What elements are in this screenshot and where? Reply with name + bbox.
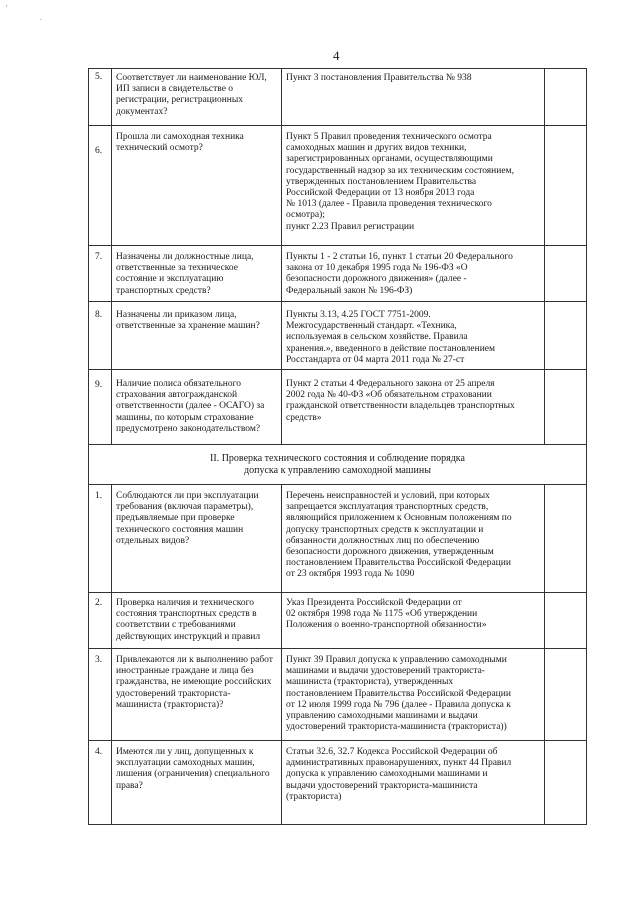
table-row — [88, 126, 587, 246]
row-note-cell — [545, 126, 588, 245]
row-basis: Пункт 5 Правил проведения технического осмотра самоходных машин и других видов техники, зарегистрированных органами, осуществляющими государственный надзор за их техническим состоянием, утвержденных постановлением Правительства Российской Федерации от 13 ноября 2013 года № 1013 (далее - Правила проведения технического осмотра); пункт 2.23 Правил регистрации — [286, 132, 514, 232]
row-note-cell — [545, 485, 588, 592]
row-number: 7. — [95, 252, 103, 262]
row-question: Проверка наличия и технического состояния транспортных средств в соответствии с требованиями действующих инструкций и правил — [116, 598, 261, 642]
row-question: Назначены ли должностные лица, ответственные за техническое состояние и эксплуатацию транспортных средств? — [116, 252, 254, 296]
table-row — [88, 593, 587, 649]
row-note-cell — [545, 302, 588, 369]
row-question: Прошла ли самоходная техника технический осмотр? — [116, 132, 244, 154]
table-row — [88, 246, 587, 302]
row-number: 6. — [95, 146, 103, 156]
row-note-cell — [545, 649, 588, 740]
row-question: Назначены ли приказом лица, ответственные за хранение машин? — [116, 310, 260, 332]
table-row — [88, 649, 587, 741]
table-row — [88, 302, 587, 370]
table-row — [88, 741, 587, 825]
row-basis: Указ Президента Российской Федерации от 02 октября 1998 года № 1175 «Об утверждении Положения о военно-транспортной обязанности» — [286, 598, 487, 631]
table-row — [88, 370, 587, 445]
row-note-cell — [545, 69, 588, 125]
row-basis: Пункты 3.13, 4.25 ГОСТ 7751-2009. Межгосударственный стандарт. «Техника, используемая в сельском хозяйстве. Правила хранения.», введенного в действие постановлением Росстандарта от 04 марта 2011 года № 27-ст — [286, 310, 496, 365]
row-basis: Перечень неисправностей и условий, при которых запрещается эксплуатация транспортных средств, являющийся приложением к Основным положениям по допуску транспортных средств к эксплуатации и обязанности должностных лиц по обеспечению безопасности дорожного движения, утвержденным постановлением Правительства Российской Федерации от 23 октября 1993 года № 1090 — [286, 491, 512, 580]
row-note-cell — [545, 370, 588, 444]
section-title: II. Проверка технического состояния и соблюдение порядка допуска к управлению самоходной машины — [88, 445, 587, 485]
table-row — [88, 485, 587, 593]
row-basis: Статьи 32.6, 32.7 Кодекса Российской Федерации об административных правонарушениях, пункт 44 Правил допуска к управлению самоходными машинами и выдачи удостоверений тракториста-машиниста (тракториста) — [286, 747, 512, 802]
row-note-cell — [545, 593, 588, 648]
row-basis: Пункт 2 статьи 4 Федерального закона от 25 апреля 2002 года № 40-ФЗ «Об обязательном страховании гражданской ответственности владельцев транспортных средств» — [286, 379, 515, 423]
row-basis: Пункт 39 Правил допуска к управлению самоходными машинами и выдачи удостоверений тракториста- машиниста (тракториста), утвержденных постановлением Правительства Российской Федерации от 12 июля 1999 года № 796 (далее - Правила допуска к управлению самоходными машинами и выдачи удостоверений тракториста-машиниста (тракториста)) — [286, 655, 511, 733]
scan-mark: ' — [6, 4, 8, 12]
table-row — [88, 68, 587, 126]
row-question: Соответствует ли наименование ЮЛ, ИП записи в свидетельстве о регистрации, регистрационных документах? — [116, 73, 267, 117]
row-note-cell — [545, 741, 588, 824]
scan-mark: . — [40, 14, 42, 22]
page-number: 4 — [333, 48, 340, 63]
row-number: 3. — [95, 655, 103, 665]
row-number: 1. — [95, 491, 103, 501]
row-number: 4. — [95, 747, 103, 757]
row-number: 5. — [95, 72, 103, 82]
row-question: Соблюдаются ли при эксплуатации требования (включая параметры), предъявляемые при проверке технического состояния машин отдельных видов? — [116, 491, 259, 546]
row-number: 2. — [95, 598, 103, 608]
row-basis: Пункты 1 - 2 статьи 16, пункт 1 статьи 20 Федерального закона от 10 декабря 1995 года № 196-ФЗ «О безопасности дорожного движения» (далее - Федеральный закон № 196-ФЗ) — [286, 252, 513, 296]
row-question: Привлекаются ли к выполнению работ иностранные граждане и лица без гражданства, не имеющие российских удостоверений тракториста- машиниста (тракториста)? — [116, 655, 273, 710]
row-question: Наличие полиса обязательного страхования автогражданской ответственности (далее - ОСАГО) за машины, по которым страхование предусмотрено законодательством? — [116, 379, 265, 434]
row-basis: Пункт 3 постановления Правительства № 938 — [286, 73, 472, 83]
row-note-cell — [545, 246, 588, 301]
row-number: 9. — [95, 380, 103, 390]
row-question: Имеются ли у лиц, допущенных к эксплуатации самоходных машин, лишения (ограничения) специального права? — [116, 747, 270, 791]
row-number: 8. — [95, 310, 103, 320]
